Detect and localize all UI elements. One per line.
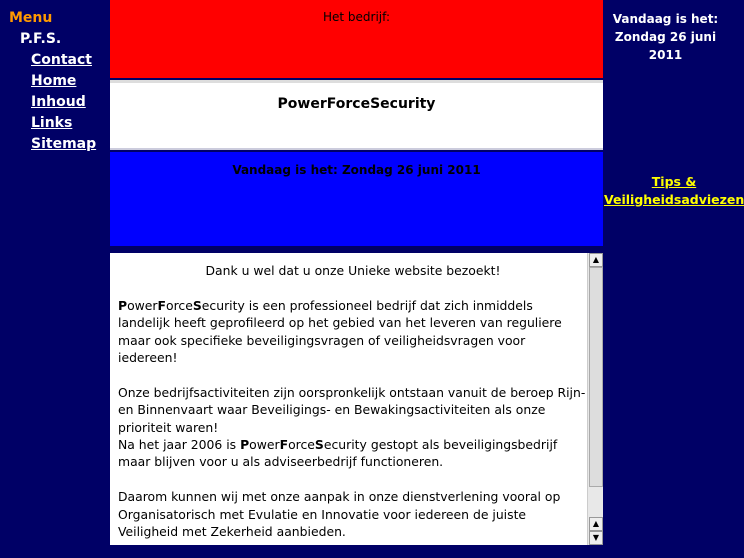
nav-link-home[interactable]: Home: [31, 73, 77, 89]
header-label: Het bedrijf:: [323, 10, 390, 24]
nav-link-contact[interactable]: Contact: [31, 52, 92, 68]
history-paragraph: Onze bedrijfsactiviteiten zijn oorspronkelijk ontstaan vanuit de beroep Rijn- en Binnenvaart waar Beveiligings- en Bewakingsactiviteiten als onze prioriteit waren!: [118, 384, 586, 435]
approach-paragraph: Daarom kunnen wij met onze aanpak in onze dienstverlening vooral op Organisatorisch met Evulatie en Innovatie voor iedereen de juiste Veiligheid met Zekerheid aanbieden.: [118, 489, 561, 540]
welcome-text: Dank u wel dat u onze Unieke website bezoekt!: [205, 263, 501, 278]
right-sidebar: [604, 0, 744, 545]
tips-link[interactable]: Tips & Veiligheidsadviezen: [604, 174, 744, 207]
nav-link-sitemap[interactable]: Sitemap: [31, 136, 97, 152]
section-label: P.F.S.: [20, 31, 62, 47]
date-text: Vandaag is het: Zondag 26 juni 2011: [232, 163, 481, 177]
scroll-thumb[interactable]: [589, 267, 603, 487]
scroll-down-icon[interactable]: ▼: [589, 531, 603, 545]
scroll-up-icon[interactable]: ▲: [589, 253, 603, 267]
header-red-band: [110, 0, 603, 78]
scrollbar[interactable]: [587, 253, 603, 545]
right-date: Vandaag is het: Zondag 26 juni 2011: [612, 12, 719, 62]
history-paragraph-2: Na het jaar 2006 is PowerForceSecurity gestopt als beveiligingsbedrijf maar blijven voor u als adviseerbedrijf functioneren.: [118, 437, 558, 470]
intro-paragraph: PowerForceSecurity is een professioneel bedrijf dat zich inmiddels landelijk heeft geprofileerd op het gebied van het leveren van reguliere maar ook specifieke beveiligingsvragen of veiligheidsvragen voor iedereen!: [118, 297, 562, 366]
scroll-up-icon-lower[interactable]: ▲: [589, 517, 603, 531]
header-blue-band: [110, 152, 603, 246]
header-white-band: [110, 80, 603, 150]
menu-title: Menu: [9, 10, 53, 26]
company-name: PowerForceSecurity: [277, 96, 436, 112]
nav-link-inhoud[interactable]: Inhoud: [31, 94, 86, 110]
nav-link-links[interactable]: Links: [31, 115, 73, 131]
content-frame[interactable]: [110, 253, 603, 545]
left-sidebar: [0, 0, 108, 545]
